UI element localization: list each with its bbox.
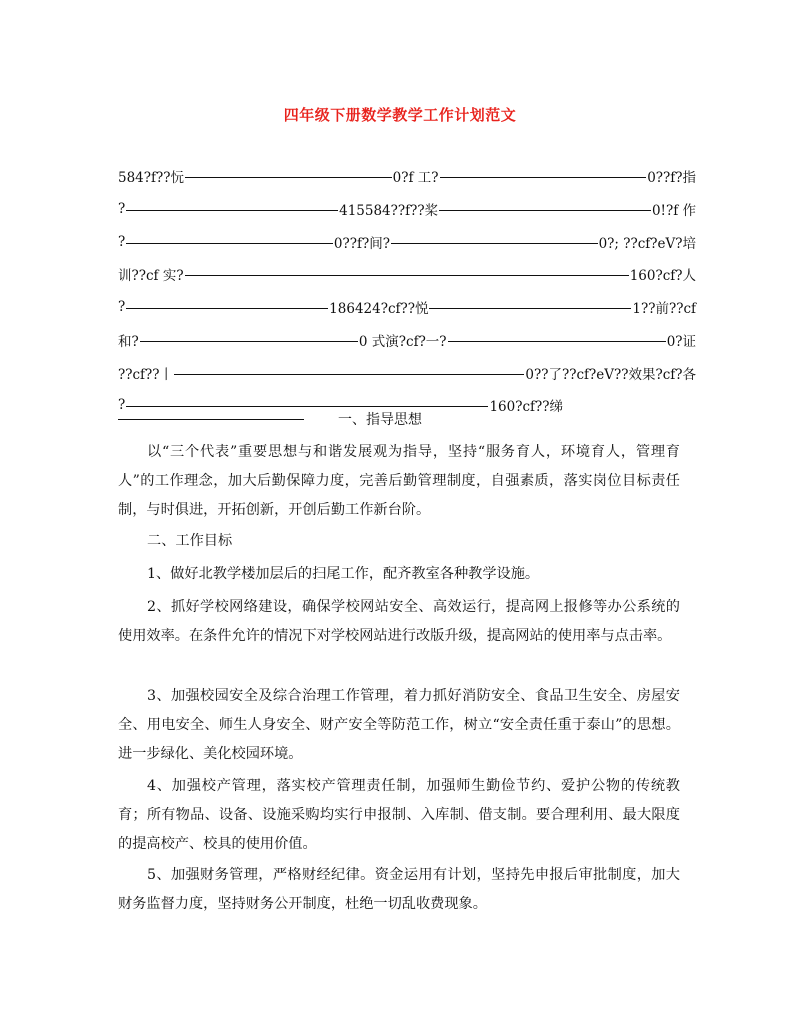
garbled-text: ?	[118, 299, 126, 315]
garbled-line	[118, 264, 696, 284]
garbled-text: 186424?cf??悦	[329, 301, 429, 317]
paragraph-guiding-thought: 以“三个代表”重要思想与和谐发展观为指导，坚持“服务育人，环境育人，管理育人”的工作理念，加大后勤保障力度，完善后勤管理制度，自强素质，落实岗位目标责任制，与时俱进，开拓创新，开创后勤工作新台阶。	[118, 444, 680, 518]
paragraph-goal-3: 3、加强校园安全及综合治理工作管理，着力抓好消防安全、食品卫生安全、房屋安全、用电安全、师生人身安全、财产安全等防范工作，树立“安全责任重于泰山”的思想。进一步绿化、美化校园环境。	[118, 688, 680, 762]
section-heading-work-goals: 二、工作目标	[147, 533, 233, 549]
underline-rule	[126, 243, 333, 244]
garbled-text: 0??f?指	[647, 170, 696, 186]
garbled-line	[118, 199, 696, 219]
garbled-text: 0??了??cf?eV??效果?cf?各	[525, 367, 696, 383]
garbled-text: 0 式演?cf?一?	[358, 334, 447, 350]
underline-rule	[439, 210, 651, 211]
garbled-line	[118, 363, 696, 383]
garbled-text: 1??前??cf	[632, 301, 697, 317]
garbled-text: 160?cf?人	[629, 268, 696, 284]
garbled-text: 0??f?间?	[333, 236, 390, 252]
garbled-text: 415584??f??桨	[339, 203, 439, 219]
paragraph-goal-1: 1、做好北教学楼加层后的扫尾工作，配齐教室各种教学设施。	[147, 566, 540, 582]
underline-rule	[440, 177, 647, 178]
garbled-text: 0!?f 作	[651, 203, 696, 219]
document-title: 四年级下册数学教学工作计划范文	[283, 106, 517, 124]
section-heading-guiding-thought	[118, 409, 696, 429]
garbled-text: 训??cf 实?	[118, 268, 184, 284]
garbled-text: 160?cf??绨	[489, 399, 563, 415]
garbled-text: 和?	[118, 334, 139, 350]
underline-rule	[126, 210, 338, 211]
underline-rule	[391, 243, 598, 244]
underline-rule	[126, 406, 488, 407]
underline-rule	[185, 177, 392, 178]
paragraph-goal-4: 4、加强校产管理，落实校产管理责任制，加强师生勤俭节约、爱护公物的传统教育；所有物品、设备、设施采购均实行申报制、入库制、借支制。要合理利用、最大限度的提高校产、校具的使用价值。	[118, 778, 680, 852]
garbled-text: ?	[118, 201, 126, 217]
garbled-line	[118, 297, 696, 317]
section-heading-text: 一、指导思想	[338, 412, 422, 428]
paragraph-goal-5: 5、加强财务管理，严格财经纪律。资金运用有计划，坚持先申报后审批制度，加大财务监督力度，坚持财务公开制度，杜绝一切乱收费现象。	[118, 867, 680, 912]
garbled-text: 584?f??忨	[118, 170, 184, 186]
garbled-text: ?	[118, 397, 126, 413]
garbled-line	[118, 330, 696, 350]
underline-rule	[429, 308, 631, 309]
garbled-line	[118, 232, 696, 252]
underline-rule	[185, 275, 629, 276]
garbled-text: 0?证	[666, 334, 697, 350]
garbled-text: 0?f 工?	[392, 170, 439, 186]
underline-rule	[448, 341, 666, 342]
underline-rule	[174, 374, 524, 375]
garbled-line	[118, 166, 696, 186]
heading-rule	[118, 419, 304, 420]
garbled-text: ?	[118, 234, 126, 250]
underline-rule	[140, 341, 358, 342]
garbled-text: ??cf??丨	[118, 367, 174, 383]
underline-rule	[126, 308, 328, 309]
paragraph-goal-2: 2、抓好学校网络建设，确保学校网站安全、高效运行，提高网上报修等办公系统的使用效率。在条件允许的情况下对学校网站进行改版升级，提高网站的使用率与点击率。	[118, 599, 680, 644]
garbled-text: 0?; ??cf?eV?培	[598, 236, 696, 252]
